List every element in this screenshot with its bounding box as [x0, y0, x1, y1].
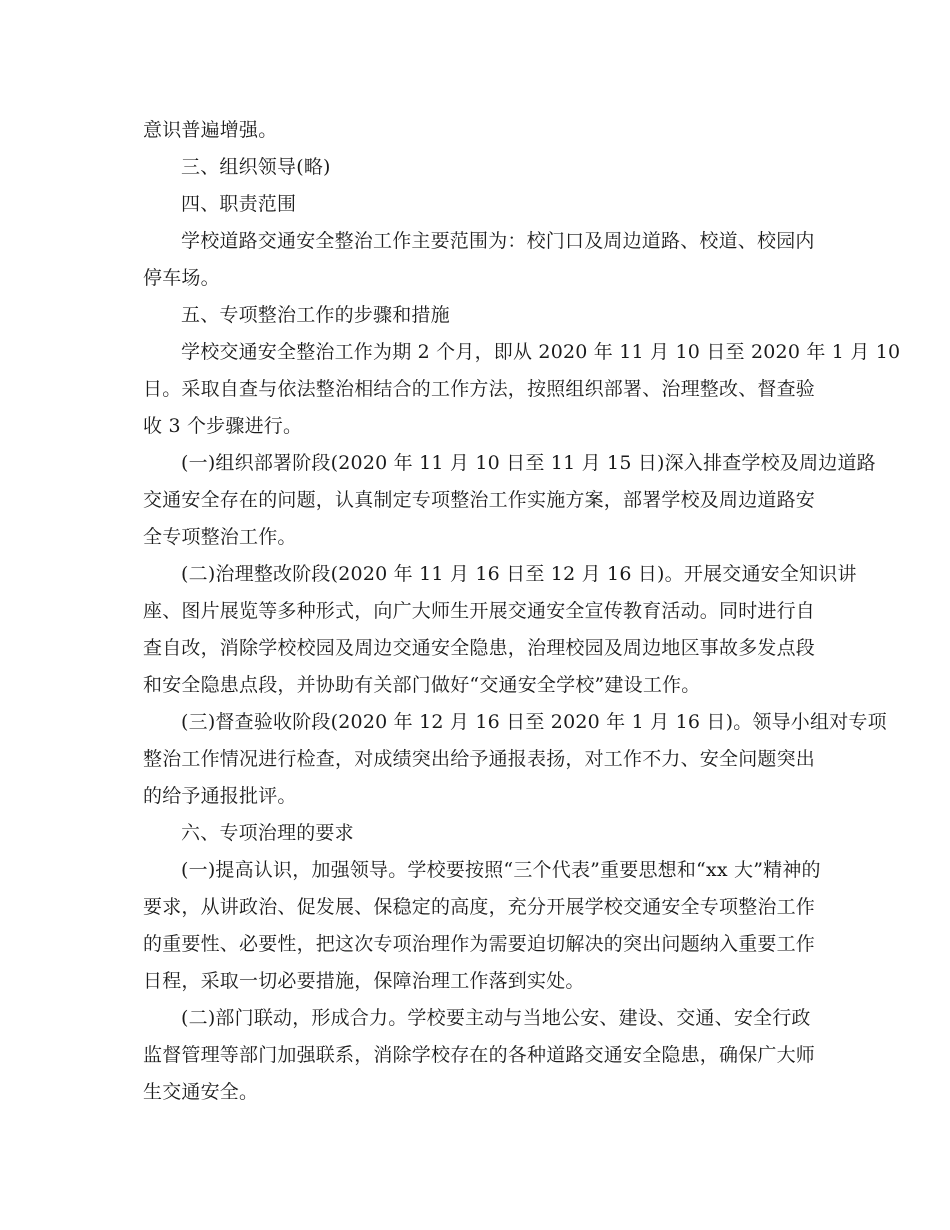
text-line: 日程，采取一切必要措施，保障治理工作落到实处。 — [143, 970, 585, 992]
text-line: 意识普遍增强。 — [143, 119, 278, 141]
text-line: 和安全隐患点段，并协助有关部门做好“交通安全学校”建设工作。 — [143, 674, 701, 696]
text-line: 座、图片展览等多种形式，向广大师生开展交通安全宣传教育活动。同时进行自 — [143, 600, 816, 622]
text-line: 交通安全存在的问题，认真制定专项整治工作实施方案，部署学校及周边道路安 — [143, 489, 816, 511]
document-page — [143, 112, 901, 1111]
text-line: (一)提高认识，加强领导。学校要按照“三个代表”重要思想和“xx 大”精神的 — [181, 859, 821, 881]
section-heading: 四、职责范围 — [181, 193, 297, 215]
text-line: 生交通安全。 — [143, 1081, 259, 1103]
text-line: 学校道路交通安全整治工作主要范围为：校门口及周边道路、校道、校园内 — [181, 230, 815, 252]
text-line: (二)治理整改阶段(2020 年 11 月 16 日至 12 月 16 日)。开展交通安全知识讲 — [181, 563, 857, 585]
text-line: 日。采取自查与依法整治相结合的工作方法，按照组织部署、治理整改、督查验 — [143, 378, 816, 400]
text-line: 的重要性、必要性，把这次专项治理作为需要迫切解决的突出问题纳入重要工作 — [143, 933, 816, 955]
text-line: 收 3 个步骤进行。 — [143, 415, 303, 437]
text-line: 要求，从讲政治、促发展、保稳定的高度，充分开展学校交通安全专项整治工作 — [143, 896, 816, 918]
text-line: 整治工作情况进行检查，对成绩突出给予通报表扬，对工作不力、安全问题突出 — [143, 748, 816, 770]
section-heading: 六、专项治理的要求 — [181, 822, 354, 844]
section-heading: 五、专项整治工作的步骤和措施 — [181, 304, 450, 326]
text-line: 查自改，消除学校校园及周边交通安全隐患，治理校园及周边地区事故多发点段 — [143, 637, 816, 659]
section-heading: 三、组织领导(略) — [181, 156, 331, 178]
text-line: (一)组织部署阶段(2020 年 11 月 10 日至 11 月 15 日)深入排查学校及周边道路 — [181, 452, 876, 474]
text-line: (三)督查验收阶段(2020 年 12 月 16 日至 2020 年 1 月 16 日)。领导小组对专项 — [181, 711, 887, 733]
text-line: 全专项整治工作。 — [143, 526, 297, 548]
text-line: 监督管理等部门加强联系，消除学校存在的各种道路交通安全隐患，确保广大师 — [143, 1044, 816, 1066]
text-line: 学校交通安全整治工作为期 2 个月，即从 2020 年 11 月 10 日至 2020 年 1 月 10 — [181, 341, 901, 363]
text-line: 的给予通报批评。 — [143, 785, 297, 807]
text-line: (二)部门联动，形成合力。学校要主动与当地公安、建设、交通、安全行政 — [181, 1007, 811, 1029]
text-line: 停车场。 — [143, 267, 220, 289]
